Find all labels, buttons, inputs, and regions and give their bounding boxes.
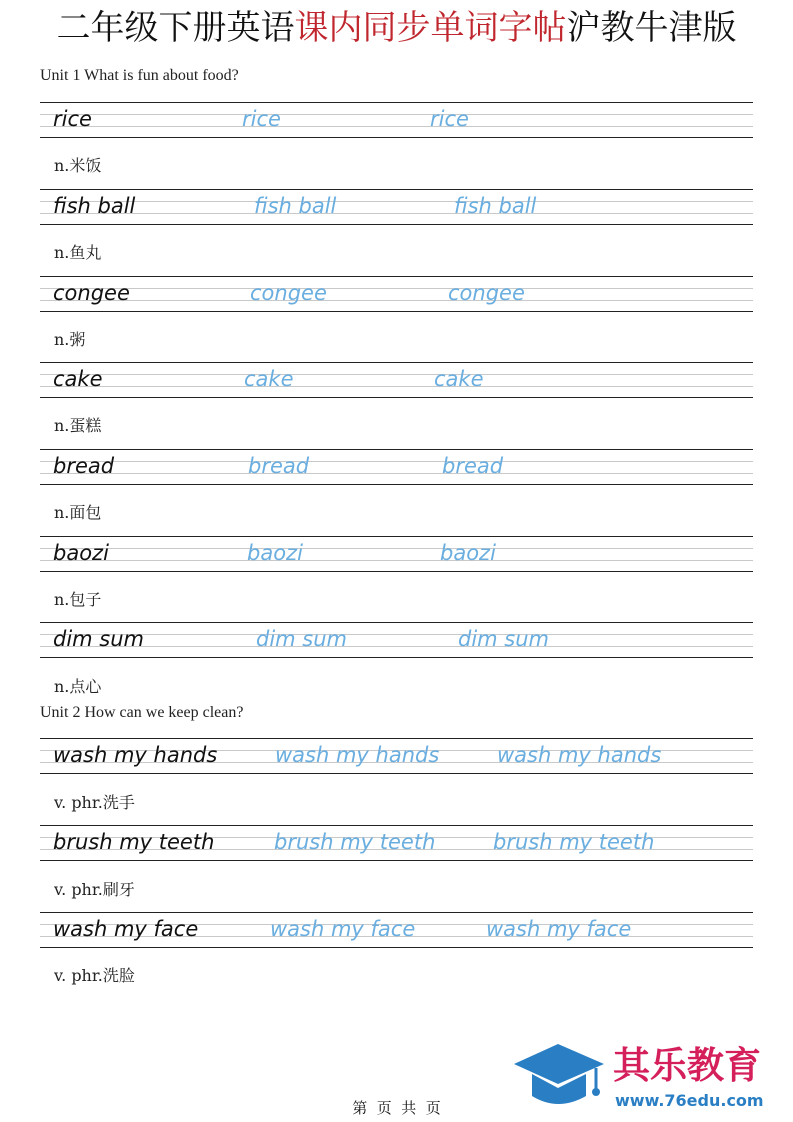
word-row-congee	[40, 276, 753, 312]
title-part-2: 课内同步单词字帖	[294, 8, 567, 48]
word-row-baozi	[40, 536, 753, 572]
word-row-bread	[40, 449, 753, 485]
trace-word: rice	[242, 107, 281, 131]
trace-word: fish ball	[254, 194, 337, 218]
trace-word: brush my teeth	[274, 830, 436, 854]
model-word: fish ball	[53, 194, 136, 218]
trace-word: wash my face	[486, 917, 632, 941]
model-word: rice	[53, 107, 92, 131]
trace-word: fish ball	[454, 194, 537, 218]
trace-word: baozi	[440, 541, 496, 565]
title-part-1: 二年级下册英语	[56, 8, 295, 48]
model-word: brush my teeth	[53, 830, 215, 854]
word-meaning: n.包子	[54, 590, 102, 609]
page-title	[0, 6, 793, 50]
word-meaning: n.蛋糕	[54, 416, 102, 435]
page-footer: 第 页 共 页	[352, 1099, 441, 1117]
trace-word: bread	[442, 454, 504, 478]
trace-word: cake	[434, 367, 484, 391]
word-row-rice	[40, 102, 753, 138]
word-row-fish-ball	[40, 189, 753, 225]
word-meaning: v. phr.洗脸	[54, 966, 135, 985]
word-meaning: v. phr.刷牙	[54, 880, 135, 899]
trace-word: rice	[430, 107, 469, 131]
title-part-3: 沪教牛津版	[566, 8, 737, 48]
word-row-wash-my-hands	[40, 738, 753, 774]
trace-word: dim sum	[256, 627, 348, 651]
trace-word: wash my face	[270, 917, 416, 941]
model-word: baozi	[53, 541, 109, 565]
word-meaning: n.点心	[54, 677, 102, 696]
unit-1-heading: Unit 1 What is fun about food?	[40, 67, 239, 84]
trace-word: cake	[244, 367, 294, 391]
trace-word: dim sum	[458, 627, 550, 651]
trace-word: wash my hands	[275, 743, 440, 767]
model-word: dim sum	[53, 627, 145, 651]
trace-word: bread	[248, 454, 310, 478]
unit-2-heading: Unit 2 How can we keep clean?	[40, 704, 244, 721]
word-meaning: n.粥	[54, 330, 86, 349]
model-word: wash my face	[53, 917, 199, 941]
word-row-brush-my-teeth	[40, 825, 753, 861]
word-meaning: n.面包	[54, 503, 102, 522]
brand-name: 其乐教育	[613, 1044, 761, 1087]
word-meaning: n.鱼丸	[54, 243, 102, 262]
trace-word: congee	[250, 281, 327, 305]
word-row-cake	[40, 362, 753, 398]
model-word: congee	[53, 281, 130, 305]
brand-url: www.76edu.com	[615, 1091, 764, 1110]
word-row-dim-sum	[40, 622, 753, 658]
word-row-wash-my-face	[40, 912, 753, 948]
word-meaning: v. phr.洗手	[54, 793, 135, 812]
model-word: cake	[53, 367, 103, 391]
model-word: wash my hands	[53, 743, 218, 767]
trace-word: wash my hands	[497, 743, 662, 767]
trace-word: brush my teeth	[493, 830, 655, 854]
word-meaning: n.米饭	[54, 156, 102, 175]
model-word: bread	[53, 454, 115, 478]
trace-word: baozi	[247, 541, 303, 565]
trace-word: congee	[448, 281, 525, 305]
